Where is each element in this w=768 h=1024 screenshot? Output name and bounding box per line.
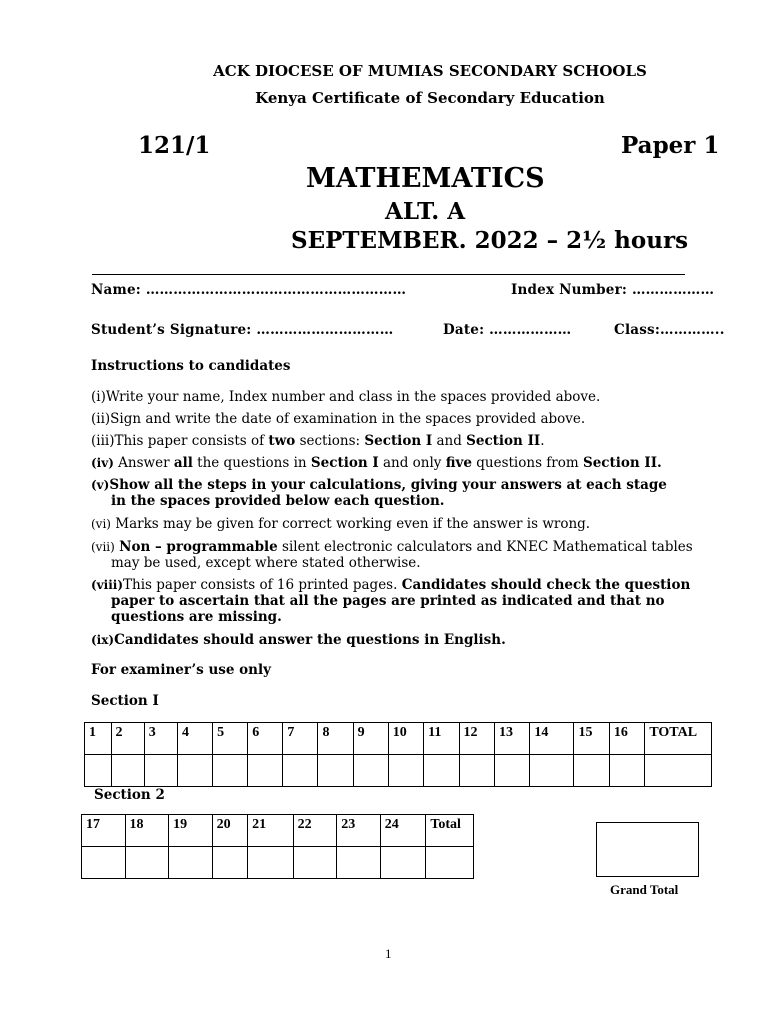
section1-table <box>84 722 712 787</box>
text: questions from <box>471 455 583 471</box>
instruction-ii: (ii)Sign and write the date of examination in the spaces provided above. <box>91 411 586 427</box>
section1-label: Section I <box>91 693 159 709</box>
score-cell[interactable] <box>337 847 381 879</box>
instruction-i: (i)Write your name, Index number and class in the spaces provided above. <box>91 389 601 405</box>
header-cell: 1 <box>85 723 112 755</box>
header-cell: 5 <box>213 723 248 755</box>
instruction-v <box>91 477 667 493</box>
instruction-viii-line3: questions are missing. <box>111 609 282 625</box>
instruction-vi <box>91 516 590 532</box>
instruction-viii-line2: paper to ascertain that all the pages are printed as indicated and that no <box>111 593 665 609</box>
class-field[interactable]: Class:………….. <box>614 322 725 338</box>
header-cell: Total <box>426 815 474 847</box>
score-cell[interactable] <box>424 755 459 787</box>
header-cell: 19 <box>169 815 213 847</box>
score-cell[interactable] <box>248 755 283 787</box>
header-cell: 12 <box>459 723 494 755</box>
instruction-iv <box>91 455 662 471</box>
header-cell: 20 <box>212 815 247 847</box>
header-cell: 15 <box>574 723 609 755</box>
score-cell[interactable] <box>169 847 213 879</box>
score-cell[interactable] <box>459 755 494 787</box>
score-cell[interactable] <box>212 847 247 879</box>
num: (vii) <box>91 540 115 554</box>
table-row <box>85 755 712 787</box>
header-cell: 23 <box>337 815 381 847</box>
score-cell[interactable] <box>318 755 353 787</box>
score-cell[interactable] <box>85 755 112 787</box>
score-cell[interactable] <box>530 755 574 787</box>
text: sections: <box>295 433 365 449</box>
header-cell: 8 <box>318 723 353 755</box>
text: Candidates should check the question <box>401 577 691 593</box>
header-cell: 17 <box>82 815 126 847</box>
text: silent electronic calculators and KNEC Mathematical tables <box>277 539 693 555</box>
header-cell: 9 <box>353 723 388 755</box>
alt-label: ALT. A <box>385 198 466 225</box>
score-cell[interactable] <box>380 847 426 879</box>
paper-number: Paper 1 <box>621 132 720 159</box>
text: Candidates should answer the questions in English. <box>114 632 506 648</box>
header-cell: 10 <box>388 723 423 755</box>
page-number: 1 <box>385 946 392 961</box>
table-row <box>82 847 474 879</box>
school-name: ACK DIOCESE OF MUMIAS SECONDARY SCHOOLS <box>213 62 647 80</box>
score-cell[interactable] <box>353 755 388 787</box>
score-cell[interactable] <box>574 755 609 787</box>
score-cell[interactable] <box>283 755 318 787</box>
num: (ix) <box>91 633 115 647</box>
score-cell[interactable] <box>144 755 177 787</box>
divider <box>92 274 685 275</box>
name-field[interactable]: Name: ………………………………………………… <box>91 282 407 298</box>
score-cell[interactable] <box>111 755 144 787</box>
score-cell[interactable] <box>609 755 644 787</box>
signature-field[interactable]: Student’s Signature: ………………………… <box>91 322 394 338</box>
header-cell: 18 <box>125 815 169 847</box>
score-cell[interactable] <box>494 755 529 787</box>
num: (iv) <box>91 456 114 470</box>
text: Section II <box>466 433 541 449</box>
text: the questions in <box>192 455 311 471</box>
score-cell[interactable] <box>248 847 294 879</box>
text: Show all the steps in your calculations, giving your answers at each stage <box>109 477 667 493</box>
header-cell: 16 <box>609 723 644 755</box>
grand-total-label: Grand Total <box>610 882 679 897</box>
header-cell: 13 <box>494 723 529 755</box>
score-cell[interactable] <box>125 847 169 879</box>
num: (v) <box>91 478 110 492</box>
paper-code: 121/1 <box>138 132 211 159</box>
header-cell: TOTAL <box>645 723 712 755</box>
instructions-heading: Instructions to candidates <box>91 358 291 374</box>
table-row <box>82 815 474 847</box>
instruction-iii <box>91 433 545 449</box>
header-cell: 21 <box>248 815 294 847</box>
text: Section I <box>310 455 379 471</box>
score-cell[interactable] <box>82 847 126 879</box>
header-cell: 4 <box>177 723 212 755</box>
instruction-viii <box>91 577 690 593</box>
score-cell[interactable] <box>177 755 212 787</box>
header-cell: 22 <box>293 815 337 847</box>
score-cell[interactable] <box>426 847 474 879</box>
header-cell: 11 <box>424 723 459 755</box>
text: Marks may be given for correct working even if the answer is wrong. <box>110 516 591 532</box>
instruction-vii-line2: may be used, except where stated otherwise. <box>111 555 421 571</box>
header-cell: 7 <box>283 723 318 755</box>
num: (viii) <box>91 578 124 592</box>
exam-name: Kenya Certificate of Secondary Education <box>255 89 605 107</box>
text: Section II. <box>582 455 662 471</box>
text: and <box>432 433 467 449</box>
text: and only <box>378 455 446 471</box>
text: This paper consists of 16 printed pages. <box>123 577 402 593</box>
grand-total-box[interactable] <box>596 822 699 877</box>
text: (iii)This paper consists of <box>91 433 269 449</box>
text: Section I <box>364 433 433 449</box>
num: (vi) <box>91 517 111 531</box>
text: . <box>540 433 545 449</box>
text: Non – programmable <box>119 539 278 555</box>
text: all <box>173 455 193 471</box>
score-cell[interactable] <box>388 755 423 787</box>
subject-title: MATHEMATICS <box>306 163 545 194</box>
examiner-heading: For examiner’s use only <box>91 662 271 678</box>
header-cell: 2 <box>111 723 144 755</box>
instruction-ix <box>91 632 506 648</box>
score-cell[interactable] <box>213 755 248 787</box>
header-cell: 6 <box>248 723 283 755</box>
text: two <box>268 433 296 449</box>
instruction-v-line2: in the spaces provided below each question. <box>111 493 445 509</box>
header-cell: 14 <box>530 723 574 755</box>
score-cell[interactable] <box>645 755 712 787</box>
instruction-vii <box>91 539 693 555</box>
header-cell: 3 <box>144 723 177 755</box>
text: five <box>445 455 472 471</box>
header-cell: 24 <box>380 815 426 847</box>
table-row <box>85 723 712 755</box>
index-number-field[interactable]: Index Number: ……………… <box>511 282 715 298</box>
date-field[interactable]: Date: ……………… <box>443 322 572 338</box>
exam-date: SEPTEMBER. 2022 – 2½ hours <box>291 227 689 254</box>
section2-label: Section 2 <box>94 787 165 803</box>
section2-table <box>81 814 474 879</box>
score-cell[interactable] <box>293 847 337 879</box>
text: Answer <box>113 455 174 471</box>
